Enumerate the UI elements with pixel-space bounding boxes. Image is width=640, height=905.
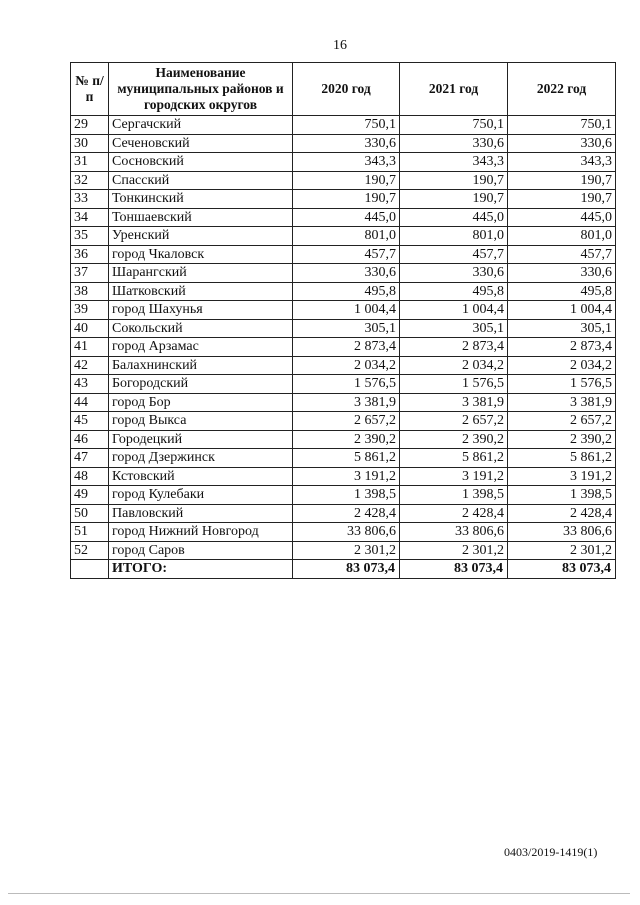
value-2021: 2 301,2 bbox=[400, 541, 508, 560]
header-2021: 2021 год bbox=[400, 63, 508, 116]
value-2020: 2 657,2 bbox=[293, 412, 400, 431]
row-number: 39 bbox=[71, 301, 109, 320]
value-2022: 495,8 bbox=[508, 282, 616, 301]
value-2022: 457,7 bbox=[508, 245, 616, 264]
row-number: 48 bbox=[71, 467, 109, 486]
value-2022: 190,7 bbox=[508, 171, 616, 190]
value-2021: 1 004,4 bbox=[400, 301, 508, 320]
district-name: город Нижний Новгород bbox=[109, 523, 293, 542]
row-number: 46 bbox=[71, 430, 109, 449]
table-row bbox=[71, 430, 616, 449]
value-2020: 190,7 bbox=[293, 190, 400, 209]
value-2022: 2 034,2 bbox=[508, 356, 616, 375]
district-name: Богородский bbox=[109, 375, 293, 394]
header-2022: 2022 год bbox=[508, 63, 616, 116]
district-name: Сергачский bbox=[109, 116, 293, 135]
table-row bbox=[71, 282, 616, 301]
value-2021: 495,8 bbox=[400, 282, 508, 301]
value-2020: 2 428,4 bbox=[293, 504, 400, 523]
row-number: 29 bbox=[71, 116, 109, 135]
district-name: город Шахунья bbox=[109, 301, 293, 320]
table-row bbox=[71, 541, 616, 560]
value-2022: 2 301,2 bbox=[508, 541, 616, 560]
table-row bbox=[71, 375, 616, 394]
district-name: Тоншаевский bbox=[109, 208, 293, 227]
value-2020: 330,6 bbox=[293, 264, 400, 283]
value-2021: 3 191,2 bbox=[400, 467, 508, 486]
value-2022: 1 576,5 bbox=[508, 375, 616, 394]
value-2022: 750,1 bbox=[508, 116, 616, 135]
value-2022: 2 428,4 bbox=[508, 504, 616, 523]
value-2022: 305,1 bbox=[508, 319, 616, 338]
page-number: 16 bbox=[333, 38, 347, 53]
row-number: 41 bbox=[71, 338, 109, 357]
table-row bbox=[71, 504, 616, 523]
value-2021: 190,7 bbox=[400, 171, 508, 190]
header-num: № п/п bbox=[71, 63, 109, 116]
district-name: Шарангский bbox=[109, 264, 293, 283]
table-row bbox=[71, 319, 616, 338]
table-row bbox=[71, 449, 616, 468]
value-2022: 3 381,9 bbox=[508, 393, 616, 412]
district-name: Сокольский bbox=[109, 319, 293, 338]
table-row bbox=[71, 190, 616, 209]
district-name: Балахнинский bbox=[109, 356, 293, 375]
row-number: 36 bbox=[71, 245, 109, 264]
district-name: Шатковский bbox=[109, 282, 293, 301]
row-number: 44 bbox=[71, 393, 109, 412]
value-2020: 1 004,4 bbox=[293, 301, 400, 320]
total-2021: 83 073,4 bbox=[400, 560, 508, 579]
value-2020: 750,1 bbox=[293, 116, 400, 135]
row-number: 34 bbox=[71, 208, 109, 227]
table-row bbox=[71, 467, 616, 486]
header-2020: 2020 год bbox=[293, 63, 400, 116]
district-name: город Кулебаки bbox=[109, 486, 293, 505]
table-row bbox=[71, 245, 616, 264]
value-2020: 2 873,4 bbox=[293, 338, 400, 357]
value-2021: 5 861,2 bbox=[400, 449, 508, 468]
row-number: 42 bbox=[71, 356, 109, 375]
value-2020: 1 398,5 bbox=[293, 486, 400, 505]
district-name: город Бор bbox=[109, 393, 293, 412]
table-row bbox=[71, 412, 616, 431]
value-2021: 305,1 bbox=[400, 319, 508, 338]
value-2021: 343,3 bbox=[400, 153, 508, 172]
value-2020: 305,1 bbox=[293, 319, 400, 338]
value-2021: 2 657,2 bbox=[400, 412, 508, 431]
district-name: город Саров bbox=[109, 541, 293, 560]
row-number: 50 bbox=[71, 504, 109, 523]
table-row bbox=[71, 393, 616, 412]
table-body bbox=[71, 116, 616, 560]
value-2021: 750,1 bbox=[400, 116, 508, 135]
value-2022: 330,6 bbox=[508, 264, 616, 283]
total-2022: 83 073,4 bbox=[508, 560, 616, 579]
value-2022: 190,7 bbox=[508, 190, 616, 209]
value-2022: 330,6 bbox=[508, 134, 616, 153]
row-number: 52 bbox=[71, 541, 109, 560]
district-name: Сеченовский bbox=[109, 134, 293, 153]
value-2020: 330,6 bbox=[293, 134, 400, 153]
district-name: Уренский bbox=[109, 227, 293, 246]
value-2021: 1 398,5 bbox=[400, 486, 508, 505]
total-num-cell bbox=[71, 560, 109, 579]
value-2021: 2 390,2 bbox=[400, 430, 508, 449]
value-2021: 2 034,2 bbox=[400, 356, 508, 375]
row-number: 31 bbox=[71, 153, 109, 172]
value-2022: 1 004,4 bbox=[508, 301, 616, 320]
table-header-row bbox=[71, 63, 616, 116]
table-row bbox=[71, 338, 616, 357]
row-number: 30 bbox=[71, 134, 109, 153]
value-2022: 801,0 bbox=[508, 227, 616, 246]
row-number: 51 bbox=[71, 523, 109, 542]
value-2020: 1 576,5 bbox=[293, 375, 400, 394]
value-2022: 5 861,2 bbox=[508, 449, 616, 468]
table-row bbox=[71, 356, 616, 375]
row-number: 37 bbox=[71, 264, 109, 283]
district-name: Спасский bbox=[109, 171, 293, 190]
row-number: 33 bbox=[71, 190, 109, 209]
table-row bbox=[71, 171, 616, 190]
district-name: Тонкинский bbox=[109, 190, 293, 209]
row-number: 45 bbox=[71, 412, 109, 431]
value-2022: 33 806,6 bbox=[508, 523, 616, 542]
value-2022: 2 873,4 bbox=[508, 338, 616, 357]
value-2021: 330,6 bbox=[400, 134, 508, 153]
table-row bbox=[71, 227, 616, 246]
value-2021: 2 873,4 bbox=[400, 338, 508, 357]
total-2020: 83 073,4 bbox=[293, 560, 400, 579]
row-number: 49 bbox=[71, 486, 109, 505]
district-name: Сосновский bbox=[109, 153, 293, 172]
header-name: Наименование муниципальных районов и городских округов bbox=[109, 63, 293, 116]
table-row bbox=[71, 208, 616, 227]
row-number: 43 bbox=[71, 375, 109, 394]
row-number: 32 bbox=[71, 171, 109, 190]
row-number: 47 bbox=[71, 449, 109, 468]
value-2020: 5 861,2 bbox=[293, 449, 400, 468]
value-2021: 190,7 bbox=[400, 190, 508, 209]
table-row bbox=[71, 116, 616, 135]
value-2020: 343,3 bbox=[293, 153, 400, 172]
value-2020: 2 390,2 bbox=[293, 430, 400, 449]
value-2021: 3 381,9 bbox=[400, 393, 508, 412]
value-2020: 190,7 bbox=[293, 171, 400, 190]
table-row bbox=[71, 486, 616, 505]
value-2022: 2 390,2 bbox=[508, 430, 616, 449]
value-2020: 495,8 bbox=[293, 282, 400, 301]
value-2020: 457,7 bbox=[293, 245, 400, 264]
total-row bbox=[71, 560, 616, 579]
value-2021: 801,0 bbox=[400, 227, 508, 246]
value-2020: 3 191,2 bbox=[293, 467, 400, 486]
value-2020: 2 034,2 bbox=[293, 356, 400, 375]
table-row bbox=[71, 134, 616, 153]
allocation-table bbox=[70, 62, 616, 579]
table-row bbox=[71, 523, 616, 542]
district-name: Кстовский bbox=[109, 467, 293, 486]
district-name: город Дзержинск bbox=[109, 449, 293, 468]
value-2021: 330,6 bbox=[400, 264, 508, 283]
value-2021: 33 806,6 bbox=[400, 523, 508, 542]
bottom-rule bbox=[8, 893, 630, 894]
row-number: 38 bbox=[71, 282, 109, 301]
value-2020: 2 301,2 bbox=[293, 541, 400, 560]
table-row bbox=[71, 153, 616, 172]
value-2021: 1 576,5 bbox=[400, 375, 508, 394]
row-number: 35 bbox=[71, 227, 109, 246]
value-2020: 445,0 bbox=[293, 208, 400, 227]
value-2022: 445,0 bbox=[508, 208, 616, 227]
district-name: город Выкса bbox=[109, 412, 293, 431]
value-2020: 801,0 bbox=[293, 227, 400, 246]
value-2022: 1 398,5 bbox=[508, 486, 616, 505]
district-name: Городецкий bbox=[109, 430, 293, 449]
value-2021: 445,0 bbox=[400, 208, 508, 227]
value-2021: 457,7 bbox=[400, 245, 508, 264]
table-row bbox=[71, 301, 616, 320]
table-row bbox=[71, 264, 616, 283]
value-2022: 343,3 bbox=[508, 153, 616, 172]
value-2022: 2 657,2 bbox=[508, 412, 616, 431]
value-2020: 33 806,6 bbox=[293, 523, 400, 542]
district-name: Павловский bbox=[109, 504, 293, 523]
document-code: 0403/2019-1419(1) bbox=[504, 845, 598, 859]
row-number: 40 bbox=[71, 319, 109, 338]
total-label: ИТОГО: bbox=[109, 560, 293, 579]
value-2022: 3 191,2 bbox=[508, 467, 616, 486]
value-2021: 2 428,4 bbox=[400, 504, 508, 523]
district-name: город Чкаловск bbox=[109, 245, 293, 264]
value-2020: 3 381,9 bbox=[293, 393, 400, 412]
district-name: город Арзамас bbox=[109, 338, 293, 357]
